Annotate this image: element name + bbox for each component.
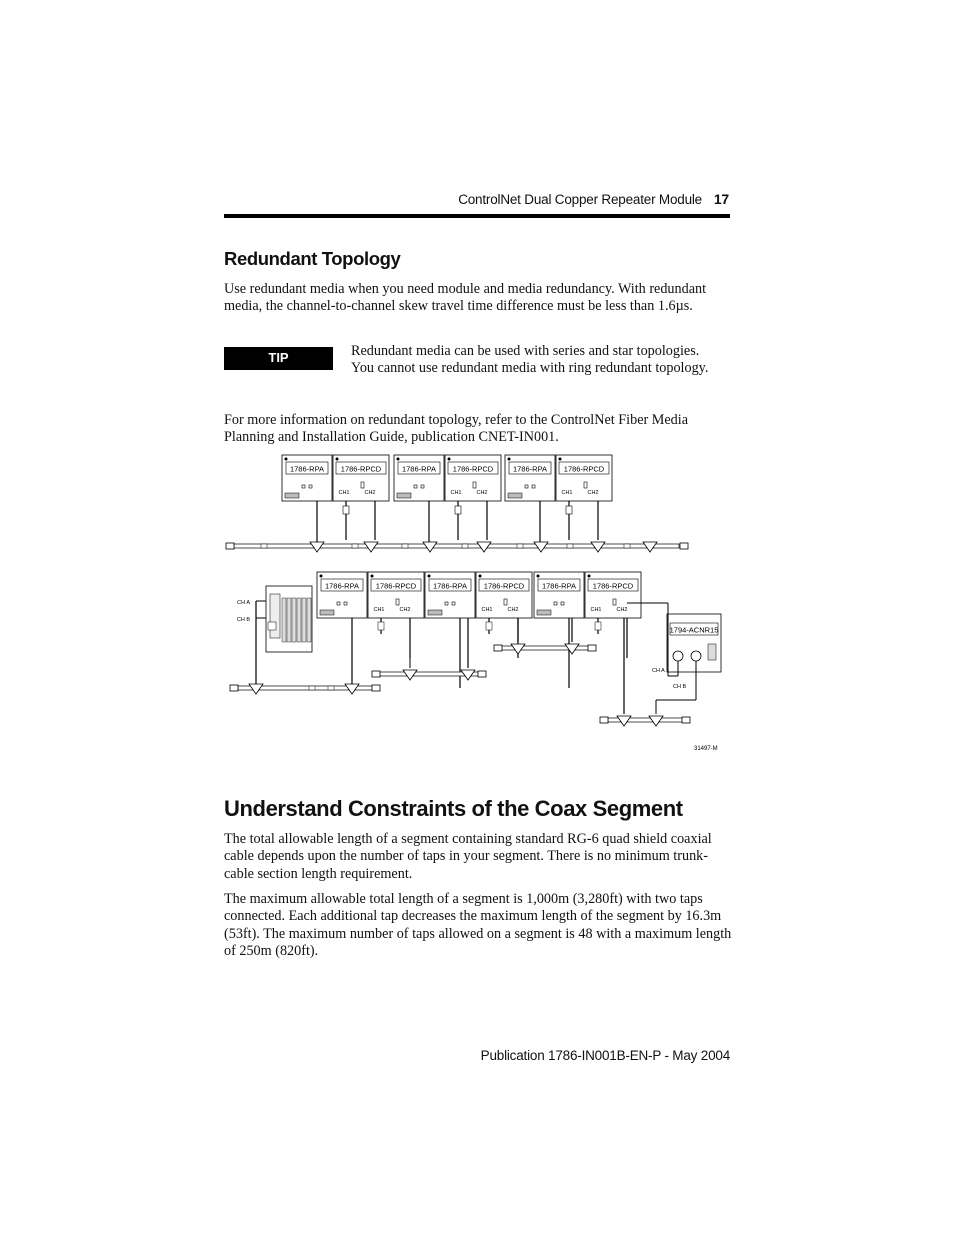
section-heading-coax-constraints: Understand Constraints of the Coax Segment (224, 796, 683, 821)
ch2-label: CH2 (587, 490, 599, 496)
acnr-connector (708, 644, 716, 660)
bnc-connector (309, 686, 315, 690)
acnr-label: 1794-ACNR15 (669, 625, 719, 635)
redundant-topology-figure (224, 448, 732, 756)
bnc-connector (567, 544, 573, 548)
rpcd-label: 1786-RPCD (483, 581, 525, 591)
chassis-slot (282, 598, 286, 642)
bnc-connector (352, 544, 358, 548)
ch-a-label: CH A (237, 600, 250, 606)
indicator (584, 482, 587, 488)
terminator-icon (682, 717, 690, 723)
bnc-connector (402, 544, 408, 548)
ch2-label: CH2 (399, 607, 411, 613)
terminator-icon (494, 645, 502, 651)
chassis-slot (270, 594, 280, 638)
indicator (445, 602, 448, 605)
indicator (396, 599, 399, 605)
bnc-connector (462, 544, 468, 548)
rpa-label: 1786-RPA (432, 581, 468, 591)
ch-a-label: CH A (652, 668, 665, 674)
ch1-label: CH1 (481, 607, 493, 613)
status-led (448, 458, 451, 461)
rpa-label: 1786-RPA (541, 581, 577, 591)
rpcd-label: 1786-RPCD (375, 581, 417, 591)
indicator (613, 599, 616, 605)
indicator (532, 485, 535, 488)
rpa-label: 1786-RPA (512, 464, 548, 474)
page-number: 17 (713, 191, 729, 207)
status-led (559, 458, 562, 461)
connector (537, 610, 551, 615)
ch1-label: CH1 (450, 490, 462, 496)
terminator-icon (600, 717, 608, 723)
rpcd-label: 1786-RPCD (340, 464, 382, 474)
connector (428, 610, 442, 615)
bnc-connector (378, 622, 384, 630)
ch2-label: CH2 (507, 607, 519, 613)
acnr-port-a (673, 651, 683, 661)
status-led (479, 575, 482, 578)
paragraph-more-information: For more information on redundant topology, refer to the ControlNet Fiber Media Planning and Installation Guide, publication CNET-IN001. (224, 412, 689, 446)
connector (320, 610, 334, 615)
terminator-icon (372, 685, 380, 691)
chassis-slot (268, 622, 276, 630)
rpcd-label: 1786-RPCD (592, 581, 634, 591)
bnc-connector (261, 544, 267, 548)
connector (508, 493, 522, 498)
ch1-label: CH1 (338, 490, 350, 496)
connector (285, 493, 299, 498)
rpa-label: 1786-RPA (289, 464, 325, 474)
section-heading-redundant-topology: Redundant Topology (224, 248, 401, 269)
terminator-icon (680, 543, 688, 549)
status-led (508, 458, 511, 461)
header-rule (224, 214, 730, 218)
paragraph-allowable-length: The total allowable length of a segment containing standard RG-6 quad shield coaxial cable depends upon the number of taps in your segment. There is no minimum trunk-cable section length requirement. (224, 831, 712, 882)
chassis-slot (302, 598, 306, 642)
bnc-connector (343, 506, 349, 514)
bnc-connector (595, 622, 601, 630)
acnr-port-b (691, 651, 701, 661)
chassis-slot (297, 598, 301, 642)
terminator-icon (478, 671, 486, 677)
ch2-label: CH2 (364, 490, 376, 496)
status-led (285, 458, 288, 461)
status-led (397, 458, 400, 461)
tip-badge: TIP (224, 347, 333, 370)
ch-b-label: CH B (236, 617, 250, 623)
indicator (452, 602, 455, 605)
ch2-label: CH2 (476, 490, 488, 496)
chassis-slot (292, 598, 296, 642)
indicator (525, 485, 528, 488)
status-led (588, 575, 591, 578)
upper-trunk (234, 544, 679, 548)
right-trunk (496, 646, 594, 650)
rpa-label: 1786-RPA (401, 464, 437, 474)
status-led (336, 458, 339, 461)
ch1-label: CH1 (561, 490, 573, 496)
indicator (421, 485, 424, 488)
chassis-slot (307, 598, 311, 642)
indicator (561, 602, 564, 605)
ch1-label: CH1 (590, 607, 602, 613)
running-header (224, 191, 730, 211)
ch1-label: CH1 (373, 607, 385, 613)
status-led (428, 575, 431, 578)
ch2-label: CH2 (616, 607, 628, 613)
indicator (361, 482, 364, 488)
bnc-connector (486, 622, 492, 630)
bnc-connector (566, 506, 572, 514)
indicator (504, 599, 507, 605)
indicator (554, 602, 557, 605)
indicator (302, 485, 305, 488)
terminator-icon (588, 645, 596, 651)
bnc-connector (455, 506, 461, 514)
rpcd-label: 1786-RPCD (452, 464, 494, 474)
running-header-title: ControlNet Dual Copper Repeater Module (458, 192, 702, 207)
connector (397, 493, 411, 498)
paragraph-redundant-media: Use redundant media when you need module and media redundancy. With redundant media, the channel-to-channel skew travel time difference must be less than 1.6µs. (224, 281, 707, 315)
indicator (414, 485, 417, 488)
status-led (320, 575, 323, 578)
paragraph-maximum-length: The maximum allowable total length of a segment is 1,000m (3,280ft) with two taps connected. Each additional tap decreases the maximum length of the segment by 16.3m (53ft). The maximum number of taps allowed on a segment is 48 with a maximum length of 250m (820ft). (224, 891, 732, 959)
terminator-icon (230, 685, 238, 691)
rpa-label: 1786-RPA (324, 581, 360, 591)
status-led (537, 575, 540, 578)
ch-b-label: CH B (673, 684, 687, 690)
figure-id: 31497-M (694, 746, 718, 752)
bnc-connector (517, 544, 523, 548)
chassis-slot (287, 598, 291, 642)
status-led (371, 575, 374, 578)
footer-publication: Publication 1786-IN001B-EN-P - May 2004 (480, 1048, 730, 1063)
indicator (309, 485, 312, 488)
terminator-icon (226, 543, 234, 549)
tip-text: Redundant media can be used with series and star topologies. You cannot use redundant media with ring redundant topology. (351, 343, 709, 377)
bnc-connector (624, 544, 630, 548)
bnc-connector (328, 686, 334, 690)
rpcd-label: 1786-RPCD (563, 464, 605, 474)
indicator (344, 602, 347, 605)
indicator (337, 602, 340, 605)
indicator (473, 482, 476, 488)
terminator-icon (372, 671, 380, 677)
